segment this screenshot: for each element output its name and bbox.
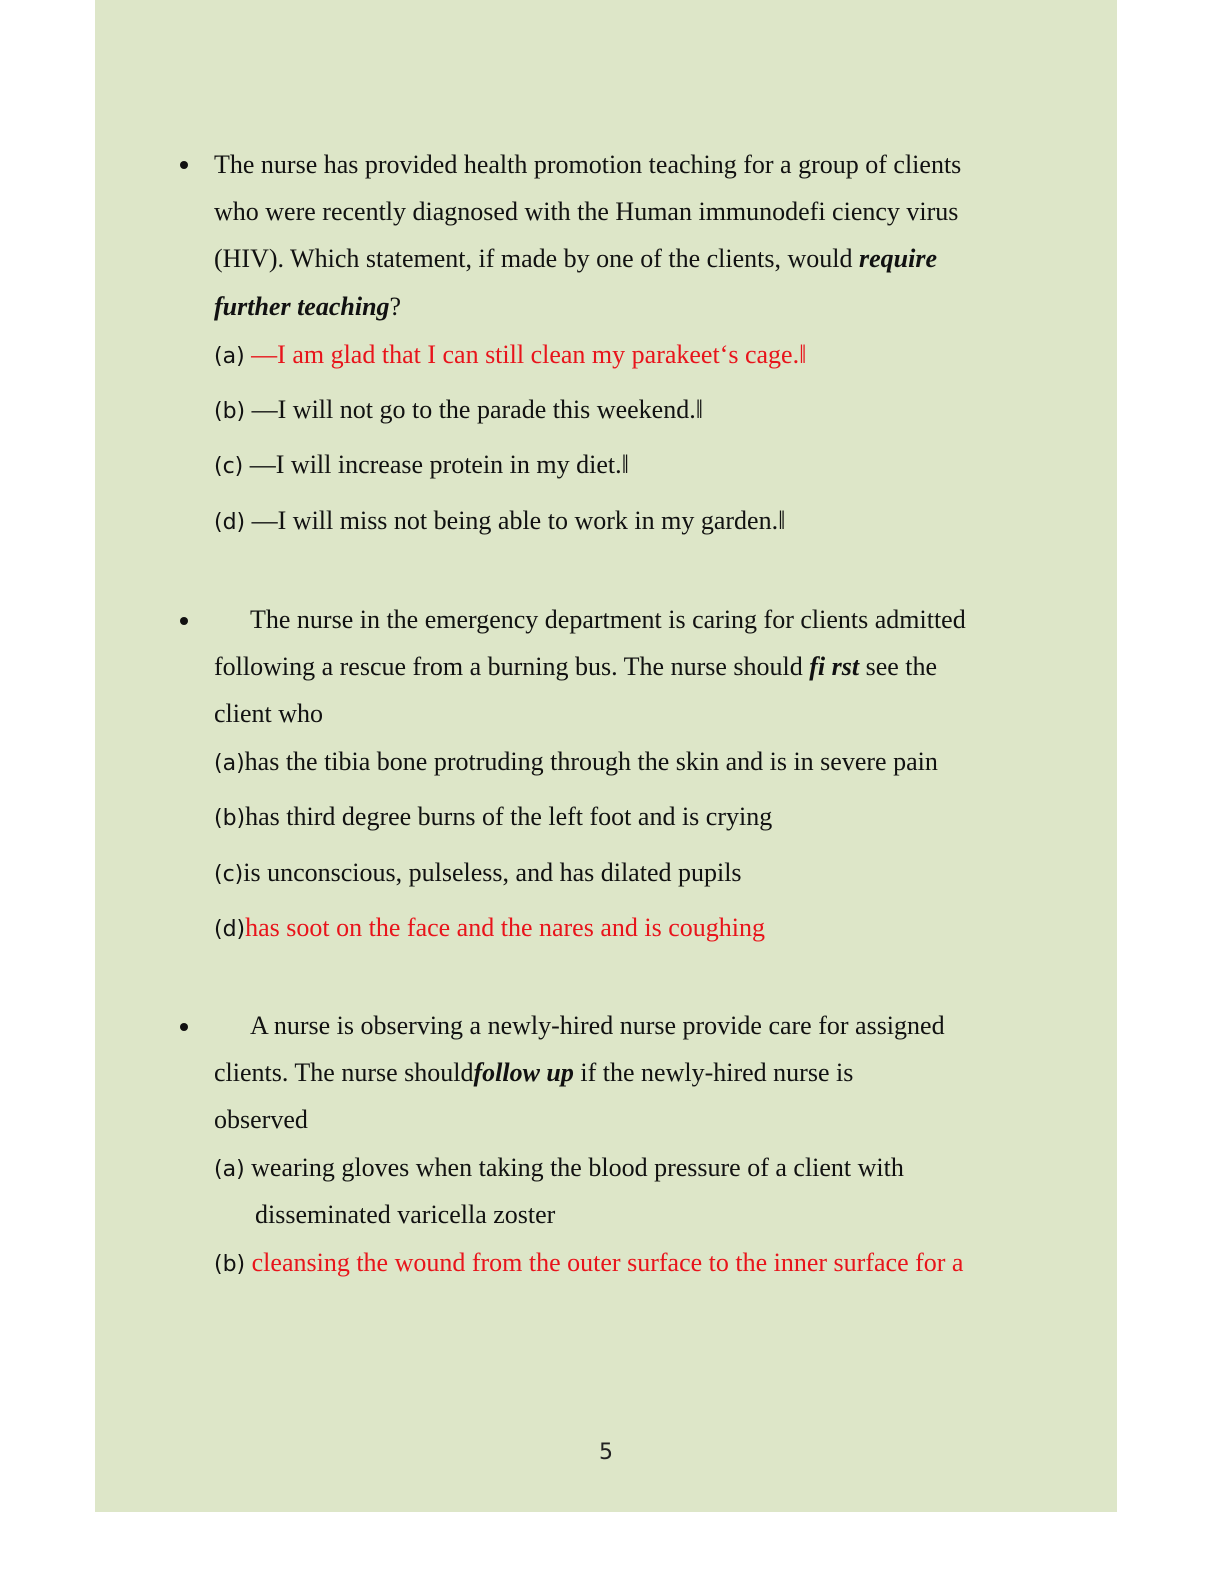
option-letter: (c) xyxy=(214,454,244,479)
option-b-correct xyxy=(214,1246,963,1282)
option-c xyxy=(214,856,742,892)
option-a-correct xyxy=(214,338,806,374)
stem-text: (HIV). Which statement, if made by one of the clients, would xyxy=(214,244,853,273)
question-stem-line: A nurse is observing a newly-hired nurse provide care for assigned xyxy=(250,1011,945,1040)
bullet-icon xyxy=(180,161,188,169)
option-a xyxy=(214,745,938,781)
option-a xyxy=(214,1151,904,1187)
stem-text: see the xyxy=(859,652,938,681)
option-a-continuation: disseminated varicella zoster xyxy=(255,1200,556,1229)
question-stem-line: observed xyxy=(214,1105,308,1134)
option-text: is unconscious, pulseless, and has dilated pupils xyxy=(243,858,742,887)
emphasis-text: require xyxy=(859,244,938,273)
option-text: has the tibia bone protruding through the skin and is in severe pain xyxy=(244,747,938,776)
option-b xyxy=(214,800,772,836)
question-stem-line: client who xyxy=(214,699,324,728)
option-d xyxy=(214,504,785,540)
option-text: has soot on the face and the nares and is coughing xyxy=(245,913,765,942)
option-letter: (a) xyxy=(214,751,245,776)
page-number: 5 xyxy=(599,1440,613,1465)
question-stem-line xyxy=(214,1056,853,1090)
option-text: has third degree burns of the left foot and is crying xyxy=(245,802,773,831)
emphasis-text: follow up xyxy=(473,1058,574,1087)
emphasis-text: further teaching xyxy=(214,292,390,321)
question-stem-line xyxy=(214,242,937,276)
question-stem-line: who were recently diagnosed with the Human immunodefi ciency virus xyxy=(214,197,959,226)
option-text: —I will miss not being able to work in my garden.‖ xyxy=(251,506,786,535)
option-text: cleansing the wound from the outer surface to the inner surface for a xyxy=(251,1248,964,1277)
stem-text: if the newly-hired nurse is xyxy=(573,1058,854,1087)
question-stem-line: The nurse in the emergency department is caring for clients admitted xyxy=(250,605,966,634)
option-d-correct xyxy=(214,911,765,947)
option-letter: (a) xyxy=(214,1157,245,1182)
option-text: wearing gloves when taking the blood pressure of a client with xyxy=(251,1153,904,1182)
option-c xyxy=(214,448,629,484)
emphasis-text: fi rst xyxy=(809,652,860,681)
question-stem-line: The nurse has provided health promotion teaching for a group of clients xyxy=(214,150,962,179)
option-text: —I will not go to the parade this weekend.‖ xyxy=(251,395,703,424)
stem-text: clients. The nurse should xyxy=(214,1058,474,1087)
option-text: —I will increase protein in my diet.‖ xyxy=(249,450,629,479)
document-page xyxy=(95,0,1117,1512)
option-letter: (b) xyxy=(214,806,246,831)
bullet-icon xyxy=(180,617,188,625)
bullet-icon xyxy=(180,1023,188,1031)
option-letter: (d) xyxy=(214,510,246,535)
option-letter: (d) xyxy=(214,917,246,942)
option-b xyxy=(214,393,703,429)
stem-text: following a rescue from a burning bus. The nurse should xyxy=(214,652,810,681)
question-stem-line xyxy=(214,650,937,684)
option-text: —I am glad that I can still clean my parakeet‘s cage.‖ xyxy=(251,340,807,369)
option-letter: (b) xyxy=(214,1252,246,1277)
option-letter: (c) xyxy=(214,862,244,887)
question-stem-line xyxy=(214,290,401,324)
stem-text: ? xyxy=(389,292,402,321)
option-letter: (a) xyxy=(214,344,245,369)
option-letter: (b) xyxy=(214,399,246,424)
